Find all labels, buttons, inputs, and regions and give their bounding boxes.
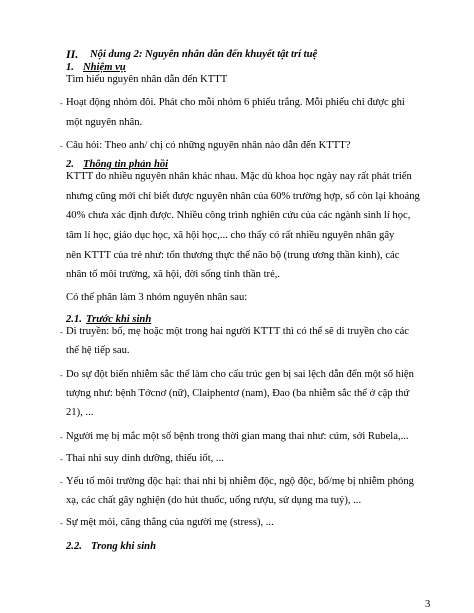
task-bullet2: Câu hỏi: Theo anh/ chị có những nguyên nhân nào dẫn đến KTTT?	[66, 140, 351, 151]
before-birth-b5-line2: xạ, các chất gây nghiện (do hút thuốc, uống rượu, sử dụng ma tuý), ...	[66, 495, 362, 506]
before-birth-b5-line1: Yếu tố môi trường độc hại: thai nhi bị nhiễm độc, ngộ độc, bố/mẹ bị nhiễm phóng	[66, 476, 414, 487]
section-number: II.	[66, 47, 79, 61]
before-birth-b4: Thai nhi suy dinh dưỡng, thiếu iốt, ...	[66, 453, 224, 464]
before-birth-number: 2.1.	[66, 314, 82, 325]
page-number: 3	[425, 599, 431, 610]
task-number: 1.	[66, 62, 74, 73]
feedback-groups: Có thể phân làm 3 nhóm nguyên nhân sau:	[66, 292, 248, 303]
task-title: Nhiệm vụ	[83, 62, 126, 73]
section-title: Nội dung 2: Nguyên nhân dẫn đến khuyết tật trí tuệ	[90, 49, 318, 60]
before-birth-b1-line1: Di truyền: bố, mẹ hoặc một trong hai người KTTT thì có thể sẽ di truyền cho các	[66, 326, 409, 337]
bullet-dash: -	[60, 328, 63, 337]
feedback-para-line2: nhưng cũng mới chỉ biết được nguyên nhân của 60% trường hợp, số còn lại khoảng	[66, 191, 420, 202]
feedback-para-line3: 40% chưa xác định được. Nhiều công trình nghiên cứu của các ngành sinh lí học,	[66, 210, 411, 221]
before-birth-b2-line1: Do sự đột biến nhiễm sắc thể làm cho cấu trúc gen bị sai lệch dẫn đến một số hiện	[66, 369, 414, 380]
during-birth-number: 2.2.	[66, 541, 82, 552]
before-birth-b1-line2: thế hệ tiếp sau.	[66, 345, 130, 356]
task-bullet1-line2: một nguyên nhân.	[66, 117, 143, 128]
feedback-para-line4: tâm lí học, giáo dục học, xã hội học,... cho thấy có rất nhiều nguyên nhân gây	[66, 230, 395, 241]
during-birth-title: Trong khi sinh	[91, 541, 156, 552]
bullet-dash: -	[60, 433, 63, 442]
bullet-dash: -	[60, 455, 63, 464]
feedback-title: Thông tin phản hồi	[83, 159, 169, 170]
feedback-para-line5: nên KTTT của trẻ như: tổn thương thực thể não bộ (trung ương thần kinh), các	[66, 250, 400, 261]
before-birth-b3: Người mẹ bị mắc một số bệnh trong thời gian mang thai như: cúm, sởi Rubela,...	[66, 431, 409, 442]
before-birth-b6: Sự mệt mỏi, căng thẳng của người mẹ (stress), ...	[66, 517, 274, 528]
task-intro: Tìm hiểu nguyên nhân dẫn đến KTTT	[66, 74, 228, 85]
before-birth-b2-line2: tượng như: bệnh Tớcnơ (nữ), Claiphentơ (nam), Đao (ba nhiễm sắc thể ở cặp thứ	[66, 388, 410, 399]
bullet-dash: -	[60, 142, 63, 151]
feedback-para-line6: nhân tố môi trường, xã hội, đời sống tinh thần trẻ,.	[66, 269, 281, 280]
bullet-dash: -	[60, 99, 63, 108]
feedback-number: 2.	[66, 159, 74, 170]
bullet-dash: -	[60, 519, 63, 528]
before-birth-title: Trước khi sinh	[86, 314, 152, 325]
task-bullet1-line1: Hoạt động nhóm đôi. Phát cho mỗi nhóm 6 phiếu trắng. Mỗi phiếu chỉ được ghi	[66, 97, 405, 108]
before-birth-b2-line3: 21), ...	[66, 407, 94, 418]
bullet-dash: -	[60, 371, 63, 380]
feedback-para-line1: KTTT do nhiều nguyên nhân khác nhau. Mặc dù khoa học ngày nay rất phát triển	[66, 171, 412, 182]
bullet-dash: -	[60, 478, 63, 487]
